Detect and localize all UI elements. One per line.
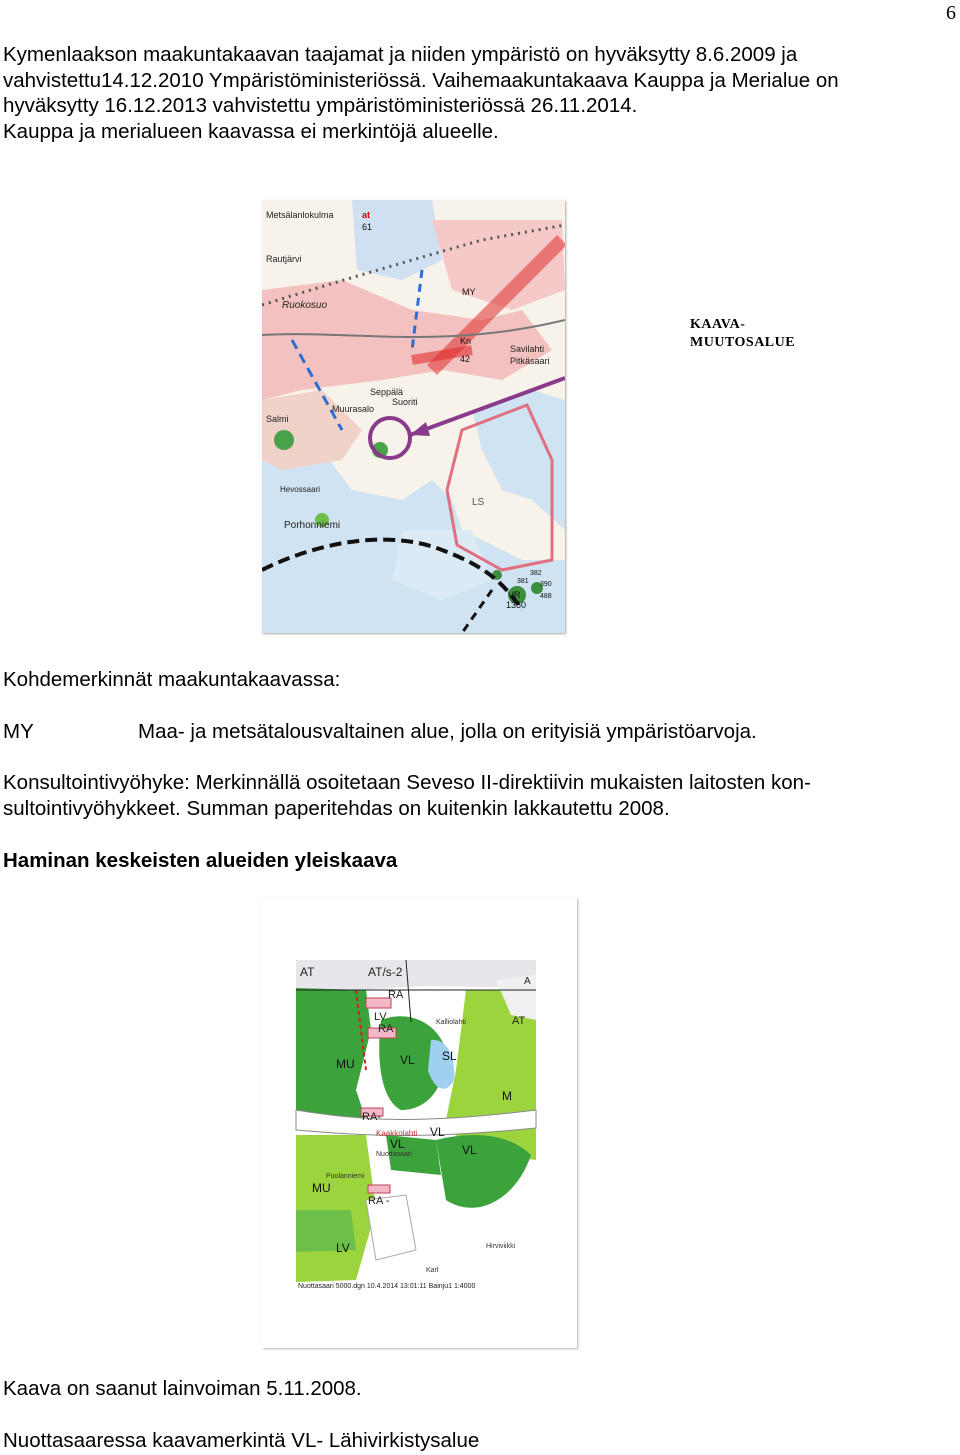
plan-zone-label: VL	[430, 1125, 445, 1139]
legend-heading: Kohdemerkinnät maakuntakaavassa:	[3, 668, 341, 691]
map-place-label: Seppälä	[370, 387, 404, 397]
plan-zone-label: RA	[378, 1023, 394, 1035]
plan-zone-label: VL	[400, 1053, 415, 1067]
plan-zone-label: MU	[312, 1181, 331, 1195]
plan-zone-label: RA	[388, 989, 404, 1001]
map-place-label: Suoriti	[392, 397, 418, 407]
map-code-label: 390	[540, 581, 552, 588]
map-code-label: 381	[517, 578, 529, 585]
plan-zone-label: AT	[512, 1015, 526, 1027]
intro-line-1: Kymenlaakson maakuntakaavan taajamat ja niiden ympäristö on hyväksytty 8.6.2009 ja	[3, 43, 798, 66]
plan-place-label: Kalliolahti	[436, 1019, 466, 1026]
plan-place-label: Kaakkolahti	[376, 1129, 418, 1138]
section-heading: Haminan keskeisten alueiden yleiskaava	[3, 849, 398, 872]
closing-line-1: Kaava on saanut lainvoiman 5.11.2008.	[3, 1377, 362, 1400]
plan-zone-label: RA -	[368, 1195, 390, 1207]
plan-zone-label: LV	[374, 1011, 387, 1023]
plan-place-label: Puolanniemi	[326, 1173, 365, 1180]
map-place-label: Pitkäsaari	[510, 356, 550, 366]
intro-line-3: hyväksytty 16.12.2013 vahvistettu ympäristöministeriössä 26.11.2014.	[3, 94, 638, 117]
regional-plan-map-drawing	[262, 200, 565, 633]
map-place-label: Hevossaari	[280, 485, 321, 494]
map-code-label: 488	[540, 593, 552, 600]
plan-zone-label: RA-	[362, 1111, 381, 1123]
plan-zone-label: LV	[336, 1241, 350, 1255]
plan-zone-label: SL	[442, 1049, 457, 1063]
map-code-label: VR	[508, 590, 521, 600]
map-code-label: at	[362, 210, 371, 220]
map-code-label: 61	[362, 222, 373, 232]
map-code-label: 1350	[506, 600, 527, 610]
master-plan-map-drawing	[262, 898, 577, 1348]
map-code-label: MY	[462, 287, 476, 297]
master-plan-map-frame	[262, 898, 577, 1348]
intro-paragraph	[3, 42, 958, 144]
map-place-label: Porhonniemi	[284, 520, 341, 531]
plan-zone-label: AT	[300, 965, 315, 979]
plan-place-label: Karl	[426, 1267, 439, 1274]
map-place-label: Savilahti	[510, 344, 545, 354]
intro-line-2: vahvistettu14.12.2010 Ympäristöministeriössä. Vaihemaakuntakaava Kauppa ja Merialue on	[3, 68, 839, 92]
plan-zone-label: A	[524, 976, 531, 987]
map-code-label: 42	[460, 354, 471, 364]
plan-zone-label: VL	[462, 1143, 477, 1157]
plan-zone-label: MU	[336, 1057, 355, 1071]
plan-footer-text: Nuottasaari 5000.dgn 10.4.2014 13:01:11 Bainju1 1:4000	[298, 1283, 476, 1290]
plan-zone-label: VL	[390, 1137, 405, 1151]
map-place-label: Salmi	[266, 414, 289, 424]
plan-zone-label: M	[502, 1089, 512, 1103]
map-place-label: Ruokosuo	[282, 300, 328, 311]
change-area-callout	[690, 316, 795, 352]
intro-line-4: Kauppa ja merialueen kaavassa ei merkintöjä alueelle.	[3, 119, 499, 143]
consultation-paragraph	[3, 770, 958, 821]
map-place-label: Metsälanlokulma	[266, 210, 334, 220]
callout-line-2: MUUTOSALUE	[690, 335, 796, 350]
regional-plan-map	[262, 200, 565, 633]
legend-term: MY	[3, 720, 34, 743]
plan-place-label: Nuottasaari	[376, 1151, 412, 1158]
map-code-label: 382	[530, 570, 542, 577]
callout-line-1: KAAVA-	[690, 317, 746, 332]
closing-line-2: Nuottasaaressa kaavamerkintä VL- Lähivirkistysalue	[3, 1429, 480, 1452]
consult-line-2: sultointivyöhykkeet. Summan paperitehdas on kuitenkin lakkautettu 2008.	[3, 796, 670, 820]
plan-place-label: Hirviviikki	[486, 1243, 516, 1250]
map-place-label: Muurasalo	[332, 404, 375, 414]
legend-definition: Maa- ja metsätalousvaltainen alue, jolla on erityisiä ympäristöarvoja.	[138, 720, 757, 743]
consult-line-1: Konsultointivyöhyke: Merkinnällä osoitetaan Seveso II-direktiivin mukaisten laitosten kon-	[3, 771, 811, 794]
map-code-label: Kn	[460, 336, 472, 346]
map-place-label: Rautjärvi	[266, 254, 302, 264]
page-number: 6	[946, 2, 956, 24]
plan-zone-label: AT/s-2	[368, 965, 403, 979]
map-code-label: LS	[472, 497, 485, 508]
